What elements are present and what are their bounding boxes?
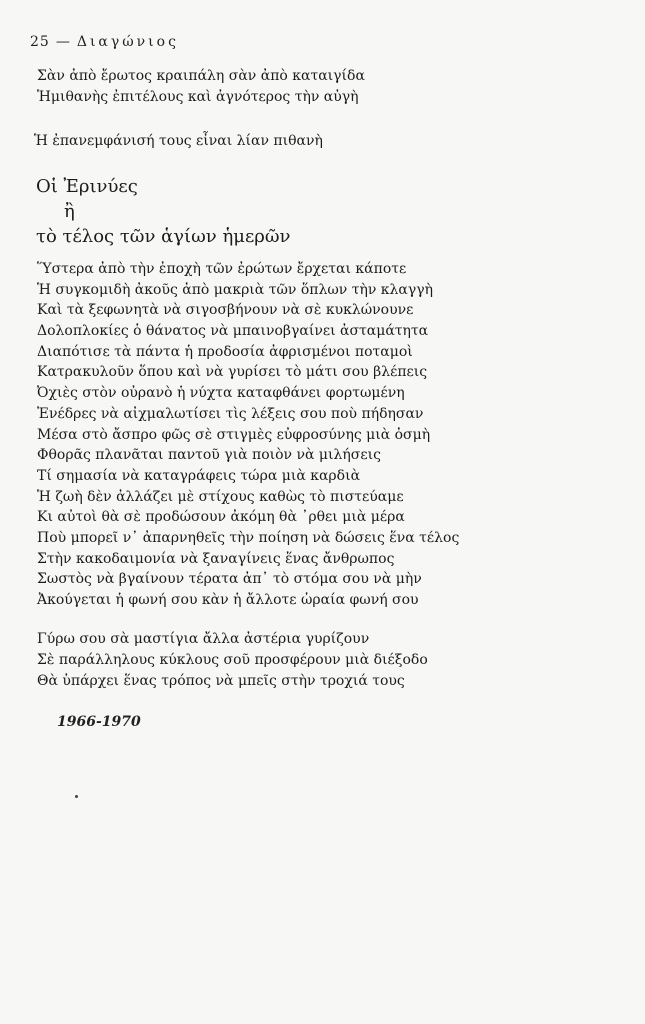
verse-line: Διαπότισε τὰ πάντα ἡ προδοσία ἀφρισμένοι ποταμοὶ [37,343,413,360]
verse-line: Τί σημασία νὰ καταγράφεις τώρα μιὰ καρδιὰ [37,467,361,484]
verse-line: Ὀχιὲς στὸν οὐρανὸ ἡ νύχτα καταφθάνει φορτωμένη [37,385,405,402]
verse-line: Δολοπλοκίες ὁ θάνατος νὰ μπαινοβγαίνει ἀσταμάτητα [37,323,429,340]
verse-line: Ἡμιθανὴς ἐπιτέλους καὶ ἁγνότερος τὴν αὐγὴ [37,89,359,105]
verse-line: Φθορᾶς πλανᾶται παντοῦ γιὰ ποιὸν νὰ μιλήσεις [37,447,381,464]
poem-title [36,174,290,249]
verse-line: Σὰν ἀπὸ ἔρωτος κραιπάλη σὰν ἀπὸ καταιγίδα [37,68,365,84]
verse-line: Γύρω σου σὰ μαστίγια ἄλλα ἀστέρια γυρίζουν [37,631,370,647]
stanza-2 [34,131,323,152]
verse-line: Καὶ τὰ ξεφωνητὰ νὰ σιγοσβήνουν νὰ σὲ κυκλώνουνε [37,302,414,319]
verse-line: Ὕστερα ἀπὸ τὴν ἐποχὴ τῶν ἐρώτων ἔρχεται κάποτε [37,261,407,277]
verse-line: Στὴν κακοδαιμονία νὰ ξαναγίνεις ἕνας ἄνθρωπος [37,550,395,567]
page-header [30,34,179,50]
poem-title-line-1: Οἱ Ἐρινύες [36,176,138,197]
verse-line: Κι αὐτοὶ θὰ σὲ προδώσουν ἀκόμη θὰ ᾿ρθει μιὰ μέρα [37,509,405,526]
verse-line: Σωστὸς νὰ βγαίνουν τέρατα ἀπ᾿ τὸ στόμα σου νὰ μὴν [37,571,422,588]
stanza-4 [37,629,428,692]
poem-title-line-3: τὸ τέλος τῶν ἁγίων ἡμερῶν [36,226,291,247]
stanza-3 [37,259,459,611]
verse-line: Ποὺ μπορεῖ ν᾿ ἀπαρνηθεῖς τὴν ποίηση νὰ δώσεις ἕνα τέλος [37,529,460,546]
stanza-1 [37,66,365,108]
page-number: 25 [30,34,50,50]
header-separator: — [55,34,71,50]
verse-line: Ἡ συγκομιδὴ ἀκοῦς ἀπὸ μακριὰ τῶν ὅπλων τὴν κλαγγὴ [37,281,433,298]
verse-line: Κατρακυλοῦν ὅπου καὶ νὰ γυρίσει τὸ μάτι σου βλέπεις [37,364,428,381]
verse-line: Θὰ ὑπάρχει ἕνας τρόπος νὰ μπεῖς στὴν τροχιά τους [37,673,405,689]
verse-line: Σὲ παράλληλους κύκλους σοῦ προσφέρουν μιὰ διέξοδο [37,652,428,668]
date-range: 1966-1970 [57,714,141,730]
verse-line: Ἡ ἐπανεμφάνισή τους εἶναι λίαν πιθανὴ [34,133,323,149]
ink-speck [75,795,78,798]
verse-line: Μέσα στὸ ἄσπρο φῶς σὲ στιγμὲς εὐφροσύνης μιὰ ὀσμὴ [37,426,431,443]
verse-line: Ἀκούγεται ἡ φωνή σου κὰν ἡ ἄλλοτε ὡραία φωνή σου [37,592,419,608]
verse-line: Ἐνέδρες νὰ αἰχμαλωτίσει τὶς λέξεις σου ποὺ πήδησαν [37,405,424,422]
section-title: Διαγώνιος [76,34,179,50]
verse-line: Ἡ ζωὴ δὲν ἀλλάζει μὲ στίχους καθὼς τὸ πιστεύαμε [37,488,404,505]
poem-title-line-2: ἢ [64,201,75,222]
